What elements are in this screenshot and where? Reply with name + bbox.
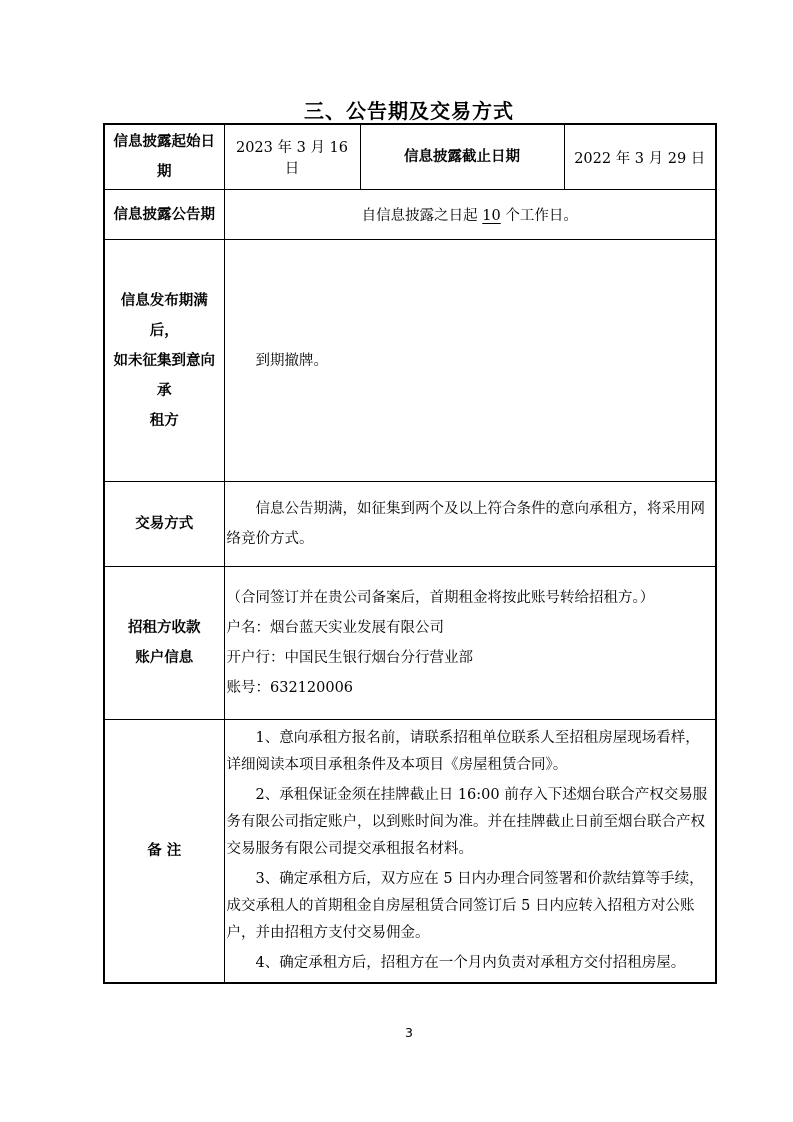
announcement-period-text-suffix: 个工作日。 — [500, 208, 578, 224]
disclosure-start-value: 2023 年 3 月 16 日 — [224, 124, 360, 190]
transaction-method-label: 交易方式 — [104, 482, 224, 567]
announcement-period-text: 自信息披露之日起 — [361, 208, 483, 224]
disclosure-end-label: 信息披露截止日期 — [360, 124, 564, 190]
remark-item-3: 3、确定承租方后，双方应在 5 日内办理合同签署和价款结算等手续，成交承租人的首期租金自房屋租赁合同签订后 5 日内应转入招租方对公账户，并由招租方支付交易佣金。 — [226, 871, 704, 941]
announcement-period-days: 10 — [482, 208, 501, 224]
announcement-table — [103, 123, 717, 984]
table-row-payment-account — [104, 567, 716, 720]
remarks-label: 备 注 — [104, 720, 224, 984]
payment-account-label — [104, 567, 224, 720]
label-line: 招租方收款 — [128, 619, 201, 636]
table-row-remarks — [104, 720, 716, 984]
remarks-value — [224, 720, 716, 984]
disclosure-start-label: 信息披露起始日期 — [104, 124, 224, 190]
disclosure-end-value: 2022 年 3 月 29 日 — [564, 124, 716, 190]
transaction-method-value: 信息公告期满，如征集到两个及以上符合条件的意向承租方，将采用网络竞价方式。 — [224, 482, 716, 567]
no-tenant-outcome-value: 到期撤牌。 — [224, 240, 716, 482]
label-line: 租方 — [149, 411, 179, 429]
remark-item-1: 1、意向承租方报名前，请联系招租单位联系人至招租房屋现场看样，详细阅读本项目承租条件及本项目《房屋租赁合同》。 — [226, 730, 700, 773]
payment-account-holder: 户名：烟台蓝天实业发展有限公司 — [226, 620, 444, 636]
payment-account-number: 账号：632120006 — [226, 680, 354, 696]
payment-account-value — [224, 567, 716, 720]
table-row-announcement-period — [104, 190, 716, 240]
page-title: 三、公告期及交易方式 — [304, 99, 514, 123]
remark-item-4: 4、确定承租方后，招租方在一个月内负责对承租方交付招租房屋。 — [255, 955, 686, 971]
document-content — [103, 0, 715, 984]
label-line: 信息发布期满后， — [120, 291, 208, 339]
payment-account-note: （合同签订并在贵公司备案后，首期租金将按此账号转给招租方。） — [226, 590, 655, 606]
page-number: 3 — [405, 1025, 413, 1040]
table-row-no-tenant-outcome — [104, 240, 716, 482]
label-line: 账户信息 — [135, 649, 194, 666]
table-row-transaction-method — [104, 482, 716, 567]
announcement-period-value — [224, 190, 716, 240]
payment-account-bank: 开户行：中国民生银行烟台分行营业部 — [226, 650, 473, 666]
label-line: 如未征集到意向承 — [113, 351, 215, 399]
table-row-disclosure-dates — [104, 124, 716, 190]
no-tenant-outcome-label — [104, 240, 224, 482]
remark-item-2: 2、承租保证金须在挂牌截止日 16:00 前存入下述烟台联合产权交易服务有限公司指定账户，以到账时间为准。并在挂牌截止日前至烟台联合产权交易服务有限公司提交承租报名材料。 — [226, 787, 708, 857]
announcement-period-label: 信息披露公告期 — [104, 190, 224, 240]
